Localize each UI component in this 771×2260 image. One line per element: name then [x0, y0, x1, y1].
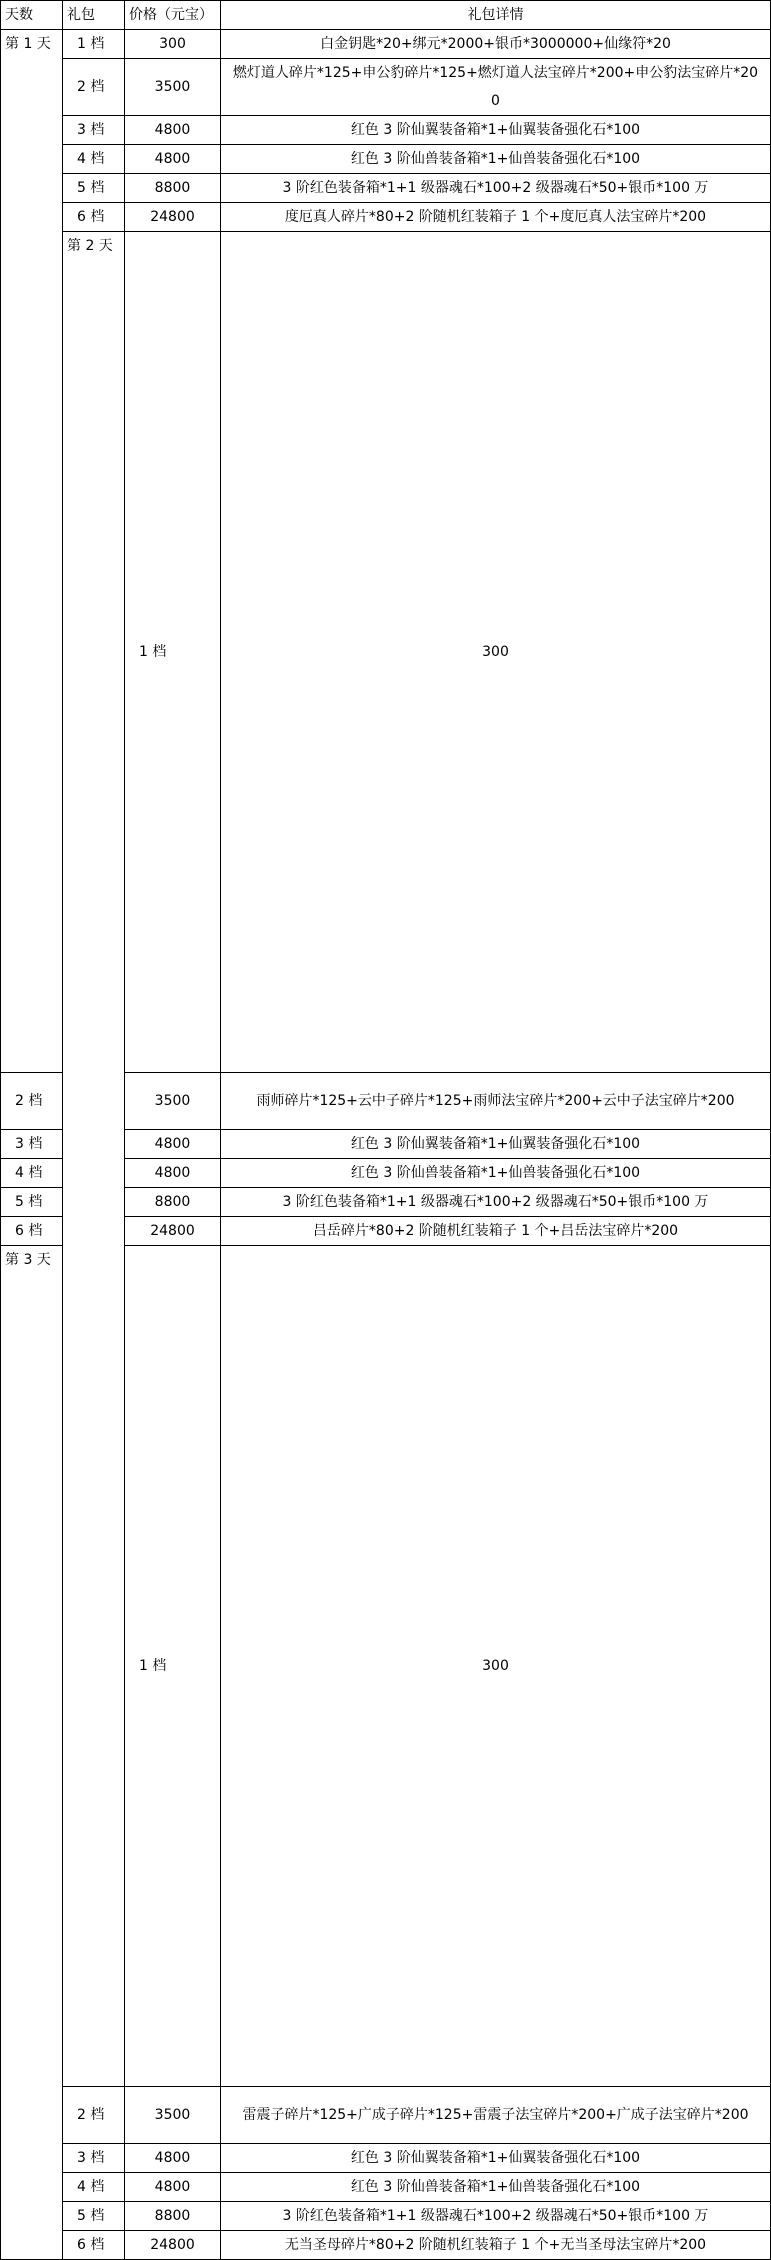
price-cell: 4800: [125, 2173, 221, 2202]
header-day: 天数: [1, 1, 63, 30]
detail-cell: 红色 3 阶仙兽装备箱*1+仙兽装备强化石*100: [221, 1159, 771, 1188]
table-header-row: [1, 1, 771, 30]
day-label: 第 1 天: [1, 30, 63, 1073]
tier-cell: 1 档: [125, 1246, 221, 2087]
detail-cell: 雨师碎片*125+云中子碎片*125+雨师法宝碎片*200+云中子法宝碎片*200: [221, 1073, 771, 1130]
price-cell: 24800: [125, 2231, 221, 2260]
price-cell: 300: [125, 30, 221, 59]
price-cell: 4800: [125, 2144, 221, 2173]
table-row: [1, 174, 771, 203]
detail-cell: 红色 3 阶仙翼装备箱*1+仙翼装备强化石*100: [221, 1130, 771, 1159]
table-row: [1, 203, 771, 232]
tier-cell: 2 档: [63, 59, 125, 116]
detail-cell: 红色 3 阶仙翼装备箱*1+仙翼装备强化石*100: [221, 2144, 771, 2173]
tier-cell: 4 档: [63, 145, 125, 174]
detail-cell: 红色 3 阶仙兽装备箱*1+仙兽装备强化石*100: [221, 2173, 771, 2202]
table-row: [1, 2087, 771, 2144]
price-cell: 3500: [125, 2087, 221, 2144]
detail-cell: 吕岳碎片*80+2 阶随机红装箱子 1 个+吕岳法宝碎片*200: [221, 1217, 771, 1246]
price-cell: 8800: [125, 1188, 221, 1217]
table-row: [1, 2202, 771, 2231]
tier-cell: 2 档: [1, 1073, 63, 1130]
tier-cell: 3 档: [63, 2144, 125, 2173]
price-cell: 300: [221, 232, 771, 1073]
price-cell: 4800: [125, 1130, 221, 1159]
tier-cell: 5 档: [63, 2202, 125, 2231]
price-cell: 8800: [125, 2202, 221, 2231]
tier-cell: 4 档: [63, 2173, 125, 2202]
price-cell: 3500: [125, 1073, 221, 1130]
detail-cell: 红色 3 阶仙兽装备箱*1+仙兽装备强化石*100: [221, 145, 771, 174]
price-cell: 4800: [125, 1159, 221, 1188]
tier-cell: 4 档: [1, 1159, 63, 1188]
table-row: [1, 2231, 771, 2260]
table-row: [1, 232, 771, 1073]
price-cell: 4800: [125, 145, 221, 174]
price-cell: 4800: [125, 116, 221, 145]
table-row: [1, 30, 771, 59]
tier-cell: 5 档: [63, 174, 125, 203]
detail-cell: 无当圣母碎片*80+2 阶随机红装箱子 1 个+无当圣母法宝碎片*200: [221, 2231, 771, 2260]
table-row: [1, 2173, 771, 2202]
header-tier: 礼包: [63, 1, 125, 30]
detail-cell: 燃灯道人碎片*125+申公豹碎片*125+燃灯道人法宝碎片*200+申公豹法宝碎片*200: [221, 59, 771, 116]
tier-cell: 6 档: [63, 203, 125, 232]
tier-cell: 6 档: [1, 1217, 63, 1246]
price-cell: 24800: [125, 203, 221, 232]
tier-cell: 3 档: [1, 1130, 63, 1159]
header-price: 价格（元宝）: [125, 1, 221, 30]
tier-cell: 1 档: [63, 30, 125, 59]
table-row: [1, 116, 771, 145]
detail-cell: 白金钥匙*20+绑元*2000+银币*3000000+仙缘符*20: [221, 30, 771, 59]
detail-cell: 雷震子碎片*125+广成子碎片*125+雷震子法宝碎片*200+广成子法宝碎片*200: [221, 2087, 771, 2144]
detail-cell: 3 阶红色装备箱*1+1 级器魂石*100+2 级器魂石*50+银币*100 万: [221, 174, 771, 203]
day-label: 第 3 天: [1, 1246, 63, 2260]
price-cell: 300: [221, 1246, 771, 2087]
detail-cell: 度厄真人碎片*80+2 阶随机红装箱子 1 个+度厄真人法宝碎片*200: [221, 203, 771, 232]
detail-cell: 3 阶红色装备箱*1+1 级器魂石*100+2 级器魂石*50+银币*100 万: [221, 1188, 771, 1217]
day-label: 第 2 天: [63, 232, 125, 2087]
header-detail: 礼包详情: [221, 1, 771, 30]
table-row: [1, 145, 771, 174]
tier-cell: 1 档: [125, 232, 221, 1073]
tier-cell: 2 档: [63, 2087, 125, 2144]
tier-cell: 6 档: [63, 2231, 125, 2260]
detail-cell: 红色 3 阶仙翼装备箱*1+仙翼装备强化石*100: [221, 116, 771, 145]
price-cell: 8800: [125, 174, 221, 203]
tier-cell: 5 档: [1, 1188, 63, 1217]
table-row: [1, 59, 771, 116]
tier-cell: 3 档: [63, 116, 125, 145]
table-row: [1, 2144, 771, 2173]
price-cell: 24800: [125, 1217, 221, 1246]
price-cell: 3500: [125, 59, 221, 116]
detail-cell: 3 阶红色装备箱*1+1 级器魂石*100+2 级器魂石*50+银币*100 万: [221, 2202, 771, 2231]
